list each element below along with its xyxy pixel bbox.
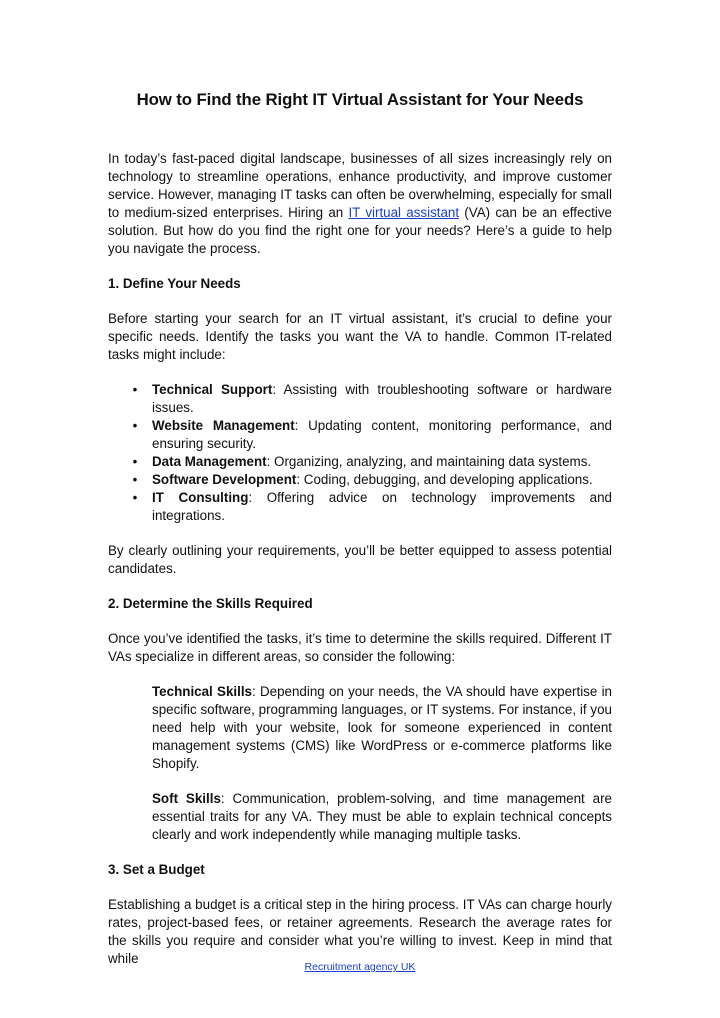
recruitment-agency-link[interactable]: Recruitment agency UK xyxy=(304,961,416,973)
list-item xyxy=(132,489,612,525)
section-1-heading: 1. Define Your Needs xyxy=(108,276,241,291)
bullet-icon: • xyxy=(132,472,138,487)
section-1-paragraph: Before starting your search for an IT virtual assistant, it’s crucial to define your specific needs. Identify the tasks you want the VA to handle. Common IT-related tasks might include: xyxy=(108,311,612,362)
list-item-term: Data Management xyxy=(152,454,267,469)
list-item-text: : Coding, debugging, and developing applications. xyxy=(296,472,593,487)
skill-text: : Depending on your needs, the VA should have expertise in specific software, programming languages, or IT systems. For instance, if you need help with your website, look for someone experienced in content management systems (CMS) like WordPress or e-commerce platforms like Shopify. xyxy=(152,684,612,771)
skill-term: Technical Skills xyxy=(152,684,252,699)
bullet-icon: • xyxy=(132,382,138,397)
intro-text-before-link: In today’s fast-paced digital landscape, businesses of all sizes increasingly rely on technology to streamline operations, enhance productivity, and improve customer service. However, managing IT tasks can often be overwhelming, especially for small to medium-sized enterprises. Hiring an xyxy=(108,151,612,220)
list-item xyxy=(132,381,612,417)
section-3-paragraph: Establishing a budget is a critical step in the hiring process. IT VAs can charge hourly rates, project-based fees, or retainer agreements. Research the average rates for the skills you require and consider what you’re willing to invest. Keep in mind that while xyxy=(108,897,612,966)
page-title: How to Find the Right IT Virtual Assistant for Your Needs xyxy=(136,90,584,109)
list-item-text: : Offering advice on technology improvements and integrations. xyxy=(152,490,612,523)
list-item-term: Software Development xyxy=(152,472,297,487)
section-2-heading: 2. Determine the Skills Required xyxy=(108,596,313,611)
intro-text-after-link: (VA) can be an effective solution. But how do you find the right one for your needs? Here’s a guide to help you navigate the process. xyxy=(108,205,612,256)
bullet-icon: • xyxy=(132,490,138,505)
skill-term: Soft Skills xyxy=(152,791,221,806)
page-footer xyxy=(0,961,720,973)
intro-paragraph xyxy=(108,150,612,258)
list-item-term: IT Consulting xyxy=(152,490,249,505)
list-item-term: Website Management xyxy=(152,418,295,433)
section-3-heading: 3. Set a Budget xyxy=(108,862,205,877)
list-item xyxy=(132,471,612,489)
list-item-term: Technical Support xyxy=(152,382,273,397)
section-2-paragraph: Once you’ve identified the tasks, it’s time to determine the skills required. Different IT VAs specialize in different areas, so consider the following: xyxy=(108,631,612,664)
list-item xyxy=(132,453,612,471)
document-page xyxy=(108,88,612,985)
soft-skills-item xyxy=(108,790,612,844)
section-1-closing: By clearly outlining your requirements, you’ll be better equipped to assess potential candidates. xyxy=(108,543,612,576)
list-item-text: : Organizing, analyzing, and maintaining data systems. xyxy=(266,454,592,469)
technical-skills-item xyxy=(108,683,612,773)
list-item-text: : Assisting with troubleshooting software or hardware issues. xyxy=(152,382,612,415)
list-item-text: : Updating content, monitoring performance, and ensuring security. xyxy=(152,418,612,451)
it-tasks-list xyxy=(108,381,612,525)
bullet-icon: • xyxy=(132,418,138,433)
bullet-icon: • xyxy=(132,454,138,469)
it-virtual-assistant-link[interactable]: IT virtual assistant xyxy=(348,205,460,220)
list-item xyxy=(132,417,612,453)
skill-text: : Communication, problem-solving, and time management are essential traits for any VA. They must be able to explain technical concepts clearly and work independently while managing multiple tasks. xyxy=(152,791,612,842)
